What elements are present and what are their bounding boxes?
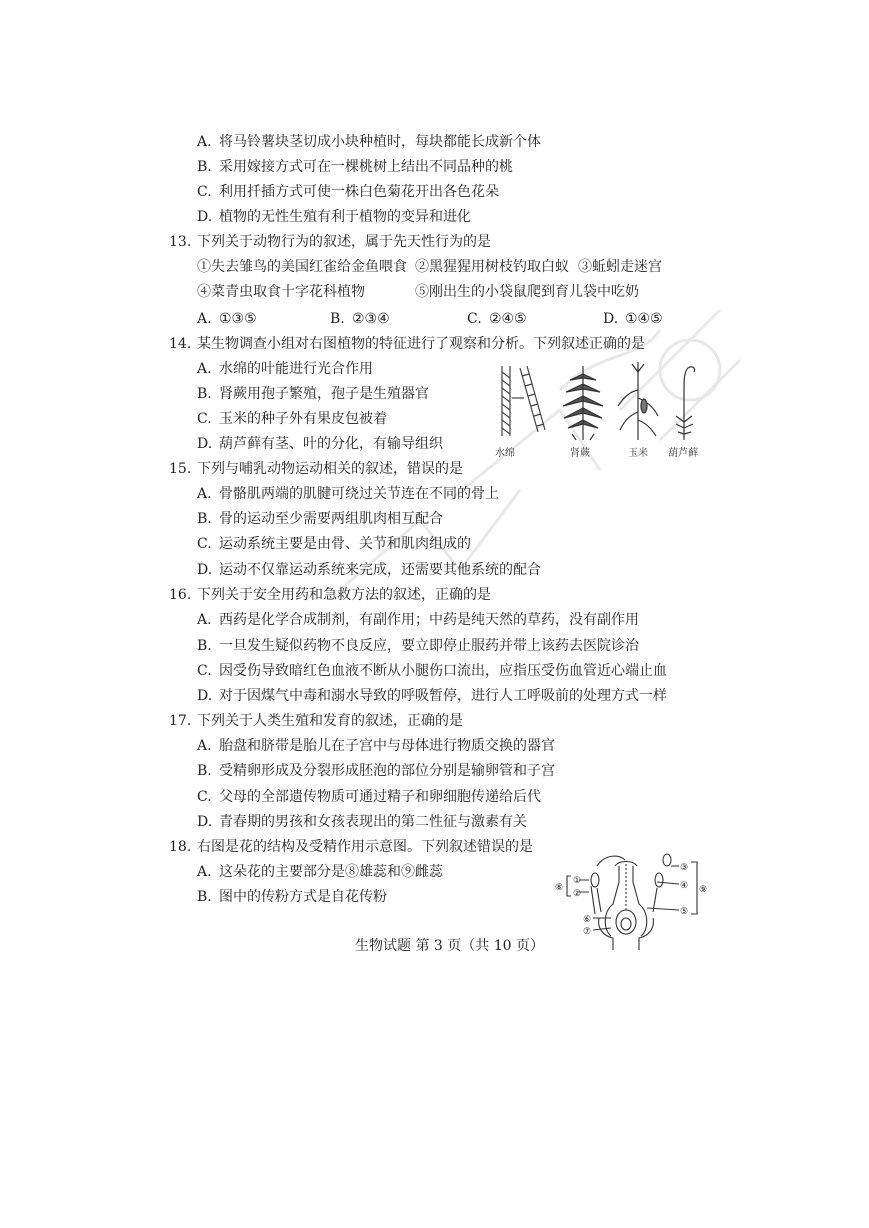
q12-option-c: C. 利用扦插方式可使一株白色菊花开出各色花朵	[197, 184, 499, 200]
label-1: ①	[573, 876, 582, 886]
label-5: ⑤	[680, 907, 689, 917]
q13-choice-d: D. ①④⑤	[603, 311, 663, 327]
q15-option-d: D. 运动不仅靠运动系统来完成，还需要其他系统的配合	[197, 562, 541, 578]
label-8: ⑧	[555, 883, 564, 893]
q17-stem: 17. 下列关于人类生殖和发育的叙述，正确的是	[169, 713, 463, 729]
q14-option-d: D. 葫芦藓有茎、叶的分化，有输导组织	[197, 436, 443, 452]
label-9: ⑨	[699, 885, 708, 895]
spirogyra-drawing	[502, 366, 545, 436]
plant-figure	[488, 362, 710, 442]
label-7: ⑦	[583, 927, 592, 937]
page-footer: 生物试题 第 3 页（共 10 页）	[355, 938, 544, 954]
q18-stem: 18. 右图是花的结构及受精作用示意图。下列叙述错误的是	[169, 839, 533, 855]
q15-stem: 15. 下列与哺乳动物运动相关的叙述，错误的是	[169, 461, 463, 477]
fern-drawing	[563, 366, 603, 440]
q17-option-b: B. 受精卵形成及分裂形成胚泡的部位分别是输卵管和子宫	[197, 763, 555, 779]
q13-stem: 13. 下列关于动物行为的叙述，属于先天性行为的是	[169, 234, 491, 250]
q12-option-b: B. 采用嫁接方式可在一棵桃树上结出不同品种的桃	[197, 159, 513, 175]
q13-item-5: ⑤刚出生的小袋鼠爬到育儿袋中吃奶	[415, 284, 639, 300]
q14-option-b: B. 肾蕨用孢子繁殖，孢子是生殖器官	[197, 386, 429, 402]
label-2: ②	[573, 889, 582, 899]
q14-option-c: C. 玉米的种子外有果皮包被着	[197, 411, 387, 427]
q17-option-d: D. 青春期的男孩和女孩表现出的第二性征与激素有关	[197, 814, 527, 830]
q16-option-b: B. 一旦发生疑似药物不良反应，要立即停止服药并带上该药去医院诊治	[197, 638, 639, 654]
corn-drawing	[618, 362, 658, 440]
q13-item-3: ③蚯蚓走迷宫	[578, 259, 662, 275]
caption-fern: 肾蕨	[570, 448, 590, 459]
q15-option-a: A. 骨骼肌两端的肌腱可绕过关节连在不同的骨上	[197, 486, 499, 502]
q13-choice-a: A. ①③⑤	[197, 311, 257, 327]
q18-option-a: A. 这朵花的主要部分是⑧雄蕊和⑨雌蕊	[197, 864, 443, 880]
q12-option-d: D. 植物的无性生殖有利于植物的变异和进化	[197, 209, 471, 225]
label-3: ③	[680, 863, 689, 873]
moss-drawing	[676, 367, 695, 440]
label-4: ④	[680, 881, 689, 891]
label-6: ⑥	[583, 915, 592, 925]
q13-choice-c: C. ②④⑤	[467, 311, 527, 327]
caption-moss: 葫芦藓	[668, 448, 698, 459]
q12-option-a: A. 将马铃薯块茎切成小块种植时，每块都能长成新个体	[197, 134, 541, 150]
q16-option-a: A. 西药是化学合成制剂，有副作用；中药是纯天然的草药，没有副作用	[197, 612, 639, 628]
q16-stem: 16. 下列关于安全用药和急救方法的叙述，正确的是	[169, 587, 491, 603]
q17-option-a: A. 胎盘和脐带是胎儿在子宫中与母体进行物质交换的器官	[197, 738, 555, 754]
flower-diagram	[553, 852, 713, 952]
q15-option-b: B. 骨的运动至少需要两组肌肉相互配合	[197, 511, 443, 527]
q18-option-b: B. 图中的传粉方式是自花传粉	[197, 889, 387, 905]
q15-option-c: C. 运动系统主要是由骨、关节和肌肉组成的	[197, 536, 471, 552]
q13-choice-b: B. ②③④	[330, 311, 390, 327]
caption-corn: 玉米	[628, 448, 648, 459]
caption-spirogyra: 水绵	[495, 448, 515, 459]
q14-stem: 14. 某生物调查小组对右图植物的特征进行了观察和分析。下列叙述正确的是	[169, 336, 645, 352]
q16-option-d: D. 对于因煤气中毒和溺水导致的呼吸暂停，进行人工呼吸前的处理方式一样	[197, 688, 667, 704]
q13-item-1: ①失去雏鸟的美国红雀给金鱼喂食	[197, 259, 407, 275]
q16-option-c: C. 因受伤导致暗红色血液不断从小腿伤口流出，应指压受伤血管近心端止血	[197, 663, 667, 679]
q14-option-a: A. 水绵的叶能进行光合作用	[197, 361, 373, 377]
q13-item-4: ④菜青虫取食十字花科植物	[197, 284, 365, 300]
q17-option-c: C. 父母的全部遗传物质可通过精子和卵细胞传递给后代	[197, 789, 541, 805]
q13-item-2: ②黑猩猩用树枝钓取白蚁	[415, 259, 569, 275]
